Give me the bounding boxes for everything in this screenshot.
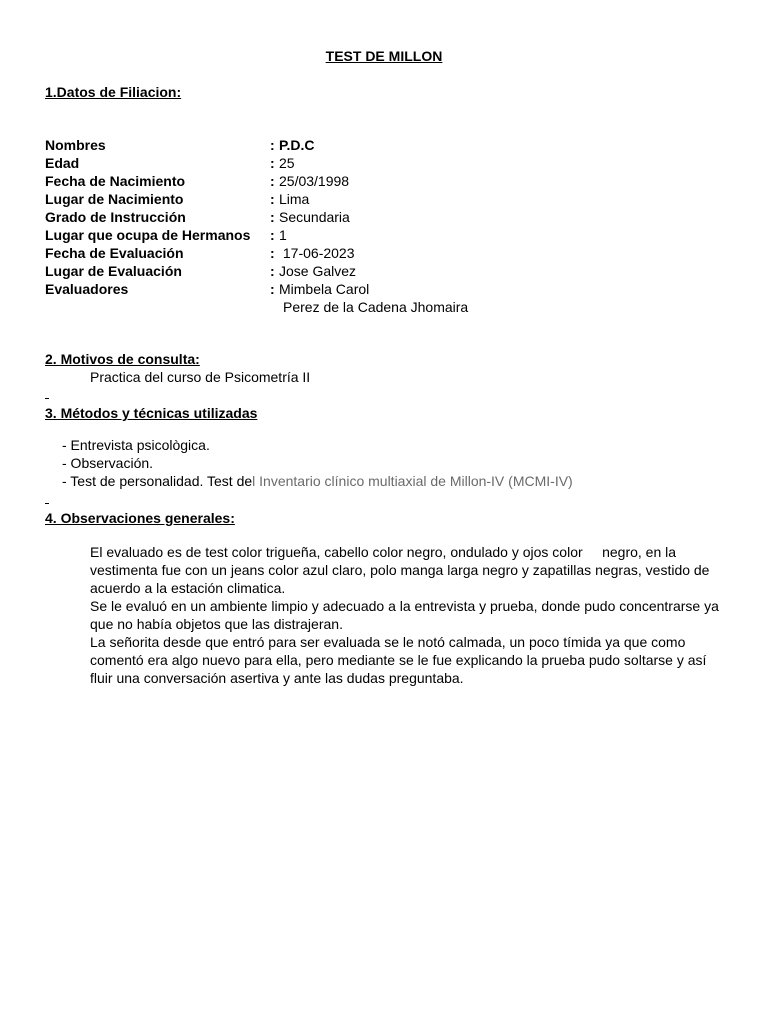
field-value: Secundaria: [279, 209, 350, 225]
field-separator: :: [270, 245, 275, 261]
metodos-list: [62, 436, 573, 490]
field-separator: :: [270, 155, 275, 171]
field-value-continuation: Perez de la Cadena Jhomaira: [283, 299, 469, 315]
field-row-evaluadores: [45, 280, 468, 298]
observaciones-paragraph: La señorita desde que entró para ser evaluada se le notó calmada, un poco tímida ya que como comentó era algo nuevo para ella, pero mediante se le fue explicando la prueba pudo soltarse y así fluir una conversación asertiva y ante las dudas preguntaba.: [90, 634, 707, 686]
field-value: Mimbela Carol: [279, 281, 370, 297]
field-separator: :: [270, 281, 275, 297]
field-label: Fecha de Nacimiento: [45, 173, 186, 189]
motivos-consulta-text: Practica del curso de Psicometría II: [90, 369, 311, 385]
filiacion-fields: [45, 136, 468, 316]
list-item: - Observación.: [62, 455, 154, 471]
list-item: [62, 472, 573, 490]
field-row-nombres: [45, 136, 468, 154]
field-separator: :: [270, 209, 275, 225]
list-item-text: - Test de personalidad. Test de: [62, 473, 253, 489]
field-row-evaluadores-cont: [45, 298, 468, 316]
field-row-lugar-evaluacion: [45, 262, 468, 280]
field-value: 25/03/1998: [279, 173, 350, 189]
section-heading-datos-filiacion: 1.Datos de Filiacion:: [45, 84, 182, 100]
field-value: 25: [279, 155, 295, 171]
field-row-lugar-hermanos: [45, 226, 468, 244]
document-title: TEST DE MILLON: [325, 48, 443, 64]
divider-mark: [45, 398, 49, 399]
divider-mark: [45, 503, 49, 504]
observaciones-paragraph: Se le evaluó en un ambiente limpio y adecuado a la entrevista y prueba, donde pudo concentrarse ya que no había objetos que las distrajeran.: [90, 598, 719, 632]
field-value: Jose Galvez: [279, 263, 357, 279]
observaciones-body: [90, 543, 730, 687]
field-label: Edad: [45, 155, 80, 171]
field-row-grado-instruccion: [45, 208, 468, 226]
field-separator: :: [270, 137, 275, 153]
field-value: P.D.C: [279, 137, 315, 153]
list-item-grey-text: l Inventario clínico multiaxial de Millon-IV (MCMI-IV): [252, 473, 573, 489]
field-label: Fecha de Evaluación: [45, 245, 184, 261]
field-separator: :: [270, 173, 275, 189]
field-value: Lima: [279, 191, 310, 207]
field-value: 17-06-2023: [279, 245, 355, 261]
section-heading-observaciones: 4. Observaciones generales:: [45, 510, 235, 526]
field-separator: :: [270, 227, 275, 243]
field-separator: :: [270, 191, 275, 207]
section-heading-metodos-tecnicas: 3. Métodos y técnicas utilizadas: [45, 405, 258, 421]
field-label: Lugar que ocupa de Hermanos: [45, 227, 251, 243]
field-row-fecha-nacimiento: [45, 172, 468, 190]
section-heading-motivos-consulta: 2. Motivos de consulta:: [45, 351, 200, 367]
field-label: Nombres: [45, 137, 106, 153]
field-row-fecha-evaluacion: [45, 244, 468, 262]
field-row-edad: [45, 154, 468, 172]
field-label: Lugar de Nacimiento: [45, 191, 184, 207]
field-separator: :: [270, 263, 275, 279]
field-value: 1: [279, 227, 287, 243]
field-label: Evaluadores: [45, 281, 129, 297]
field-label: Grado de Instrucción: [45, 209, 186, 225]
observaciones-paragraph: El evaluado es de test color trigueña, cabello color negro, ondulado y ojos color negro, en la vestimenta fue con un jeans color azul claro, polo manga larga negro y zapatillas negras, vestido de acuerdo a la estación climatica.: [90, 544, 714, 596]
list-item: - Entrevista psicològica.: [62, 437, 210, 453]
field-label: Lugar de Evaluación: [45, 263, 182, 279]
field-row-lugar-nacimiento: [45, 190, 468, 208]
